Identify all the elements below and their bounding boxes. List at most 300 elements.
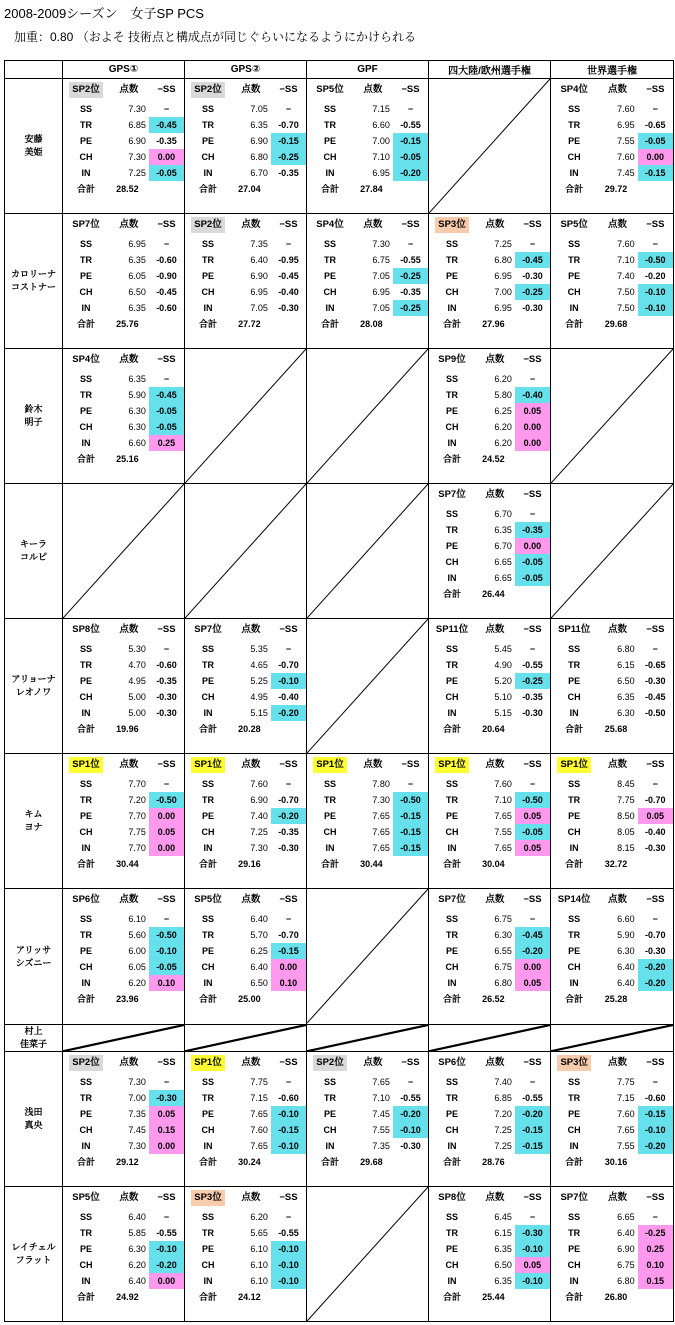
component-label: CH	[201, 827, 215, 838]
component-label: TR	[445, 795, 458, 806]
component-score: 7.50	[617, 303, 635, 314]
total-row	[551, 1289, 673, 1305]
diff-col-label: −SS	[646, 1191, 665, 1203]
event-header-row	[551, 754, 673, 776]
event-cell	[185, 619, 307, 754]
event-header-row	[63, 1052, 184, 1074]
component-score: 6.35	[250, 120, 268, 130]
total-empty	[149, 316, 184, 332]
total-value: 27.84	[360, 184, 383, 194]
score-col-label: 点数	[607, 894, 627, 906]
total-value: 24.92	[116, 1291, 139, 1302]
event-header-row	[429, 484, 550, 506]
component-diff: -0.15	[393, 808, 428, 824]
component-label: TR	[79, 795, 92, 806]
skater-row	[5, 214, 674, 349]
component-row	[185, 943, 306, 959]
blank-event-cell	[63, 484, 185, 619]
component-row	[551, 133, 673, 149]
event-header-row	[307, 214, 428, 236]
total-value: 25.68	[604, 724, 628, 735]
total-row	[307, 181, 428, 197]
diff-col-label: −SS	[157, 1191, 176, 1203]
score-col-label: 点数	[485, 219, 505, 231]
component-score: 5.00	[128, 708, 146, 719]
total-empty	[638, 1289, 673, 1305]
component-diff: -0.20	[638, 959, 673, 975]
component-row	[185, 1241, 306, 1257]
total-value: 27.72	[238, 319, 261, 330]
component-score: 7.10	[372, 152, 390, 162]
component-score: 6.85	[128, 120, 146, 130]
total-label: 合計	[442, 589, 461, 600]
component-diff: −	[652, 1211, 658, 1222]
score-col-label: 点数	[119, 1056, 139, 1068]
score-col-label: 点数	[485, 1191, 505, 1203]
component-score: 5.35	[250, 644, 268, 655]
total-label: 合計	[76, 454, 95, 465]
component-score: 6.30	[617, 946, 635, 957]
component-diff: -0.60	[645, 1092, 666, 1103]
component-diff: 0.05	[149, 824, 184, 840]
event-header-row	[429, 1052, 550, 1074]
component-row	[185, 776, 306, 792]
rank-badge: SP6位	[438, 1056, 466, 1068]
component-score: 7.65	[372, 827, 390, 838]
component-row	[185, 300, 306, 316]
skater-name: 鈴木 明子	[5, 349, 63, 484]
component-label: TR	[79, 930, 92, 941]
component-row	[307, 300, 428, 316]
total-row	[185, 181, 306, 197]
event-subtable	[63, 349, 184, 467]
score-col-label: 点数	[607, 1056, 627, 1068]
component-label: TR	[79, 1092, 92, 1103]
component-label: PE	[445, 406, 458, 417]
event-header-row	[307, 1052, 428, 1074]
component-diff: -0.15	[393, 840, 428, 856]
event-subtable	[63, 754, 184, 872]
component-row	[63, 975, 184, 991]
component-row	[63, 1273, 184, 1289]
component-row	[307, 117, 428, 133]
component-label: SS	[568, 779, 581, 790]
total-value: 28.76	[482, 1156, 505, 1167]
component-label: PE	[445, 271, 458, 282]
component-label: IN	[447, 978, 457, 989]
diagonal-line	[185, 484, 306, 618]
total-label: 合計	[198, 1156, 217, 1167]
component-row	[551, 165, 673, 181]
component-diff: -0.30	[400, 1140, 421, 1151]
component-score: 6.15	[494, 1227, 512, 1238]
component-row	[551, 673, 673, 689]
component-score: 5.65	[250, 1227, 268, 1238]
component-diff: 0.10	[271, 975, 306, 991]
blank-diagonal	[307, 349, 428, 483]
component-diff: 0.05	[515, 1257, 550, 1273]
skater-name: キム ヨナ	[5, 754, 63, 889]
event-header-row	[307, 79, 428, 101]
component-label: TR	[79, 120, 92, 130]
total-value: 30.16	[604, 1156, 628, 1167]
component-score: 6.35	[128, 255, 146, 266]
component-label: SS	[201, 1076, 214, 1087]
score-col-label: 点数	[607, 219, 627, 231]
component-score: 5.00	[128, 692, 146, 703]
component-row	[63, 673, 184, 689]
total-value: 27.96	[482, 319, 505, 330]
score-col-label: 点数	[241, 219, 261, 231]
total-empty	[515, 991, 550, 1007]
component-diff: -0.45	[278, 271, 299, 282]
diff-col-label: −SS	[523, 894, 542, 906]
total-empty	[271, 1154, 306, 1170]
component-diff: -0.10	[271, 1257, 306, 1273]
component-row	[63, 268, 184, 284]
total-label: 合計	[76, 184, 95, 194]
event-header: GPS①	[63, 61, 185, 79]
component-score: 6.55	[494, 946, 512, 957]
component-row	[429, 371, 550, 387]
total-empty	[515, 451, 550, 467]
component-label: CH	[79, 1124, 93, 1135]
component-row	[185, 808, 306, 824]
rank-cell	[307, 754, 353, 776]
total-label: 合計	[565, 1156, 584, 1167]
component-score: 7.10	[617, 255, 635, 266]
total-label: 合計	[198, 994, 217, 1005]
rank-cell	[185, 619, 231, 641]
component-diff: −	[652, 914, 658, 925]
component-label: SS	[323, 1076, 336, 1087]
component-label: CH	[567, 152, 581, 162]
component-score: 5.80	[494, 390, 512, 401]
component-row	[63, 1225, 184, 1241]
component-score: 7.40	[494, 1076, 512, 1087]
component-score: 6.90	[128, 136, 146, 146]
diff-col-label: −SS	[523, 219, 542, 231]
component-diff: 0.00	[149, 808, 184, 824]
component-label: IN	[203, 843, 213, 854]
component-diff: -0.40	[515, 387, 550, 403]
component-diff: -0.70	[278, 795, 299, 806]
total-value: 25.16	[116, 454, 139, 465]
component-score: 6.95	[372, 287, 390, 298]
event-subtable	[551, 889, 673, 1007]
total-empty	[149, 991, 184, 1007]
rank-badge: SP7位	[194, 624, 222, 636]
component-label: SS	[79, 1211, 92, 1222]
component-score: 7.50	[617, 287, 635, 298]
component-row	[429, 419, 550, 435]
component-diff: -0.10	[271, 1138, 306, 1154]
component-score: 8.45	[617, 779, 635, 790]
rank-badge: SP1位	[69, 757, 102, 773]
component-diff: -0.45	[645, 692, 666, 703]
component-score: 7.20	[494, 1108, 512, 1119]
component-label: IN	[447, 1140, 457, 1151]
score-col-label: 点数	[485, 624, 505, 636]
total-label: 合計	[76, 859, 95, 870]
component-row	[63, 387, 184, 403]
total-value: 25.44	[482, 1291, 505, 1302]
event-header: GPF	[307, 61, 429, 79]
rank-cell	[429, 1187, 475, 1209]
component-label: IN	[325, 1140, 335, 1151]
component-diff: 0.00	[149, 1138, 184, 1154]
blank-diagonal	[185, 1025, 306, 1051]
blank-diagonal	[551, 349, 673, 483]
component-diff: -0.05	[515, 570, 550, 586]
component-label: SS	[79, 914, 92, 925]
component-row	[429, 657, 550, 673]
component-row	[307, 776, 428, 792]
component-label: TR	[323, 795, 336, 806]
component-score: 6.50	[617, 676, 635, 687]
diff-col-label: −SS	[646, 894, 665, 906]
component-score: 7.65	[617, 1124, 635, 1135]
component-diff: -0.15	[638, 165, 673, 181]
rank-cell	[185, 214, 231, 236]
event-subtable	[307, 1052, 428, 1170]
component-diff: −	[285, 1076, 292, 1087]
component-label: TR	[445, 660, 458, 671]
total-empty	[149, 1154, 184, 1170]
component-score: 7.25	[128, 168, 146, 178]
score-col-label: 点数	[241, 1191, 261, 1203]
component-row	[429, 705, 550, 721]
skater-name: カロリーナ コストナー	[5, 214, 63, 349]
total-label: 合計	[565, 859, 584, 870]
component-row	[429, 776, 550, 792]
component-diff: −	[652, 779, 658, 790]
component-label: CH	[79, 152, 93, 162]
component-row	[429, 268, 550, 284]
component-row	[551, 1257, 673, 1273]
score-col-label: 点数	[241, 894, 261, 906]
total-row	[551, 856, 673, 872]
component-label: PE	[445, 1108, 458, 1119]
component-score: 6.90	[250, 136, 268, 146]
component-row	[63, 300, 184, 316]
component-row	[63, 419, 184, 435]
component-score: 6.40	[250, 255, 268, 266]
component-diff: −	[652, 239, 658, 250]
blank-event-cell	[307, 1024, 429, 1051]
component-label: PE	[201, 811, 214, 822]
rank-cell	[429, 754, 475, 776]
blank-diagonal	[307, 484, 428, 618]
total-label: 合計	[198, 724, 217, 735]
component-diff: −	[163, 779, 170, 790]
component-score: 6.30	[128, 1243, 146, 1254]
component-row	[63, 824, 184, 840]
component-diff: 0.25	[638, 1241, 673, 1257]
component-label: SS	[201, 779, 214, 790]
total-row	[551, 316, 673, 332]
rank-cell	[63, 889, 109, 911]
component-label: TR	[201, 1227, 214, 1238]
component-diff: -0.25	[515, 673, 550, 689]
component-row	[307, 840, 428, 856]
component-label: PE	[79, 1108, 92, 1119]
score-col-label: 点数	[485, 354, 505, 366]
total-row	[63, 451, 184, 467]
component-label: CH	[567, 827, 581, 838]
diff-col-label: −SS	[523, 624, 542, 636]
component-row	[551, 1225, 673, 1241]
component-diff: -0.65	[645, 660, 666, 671]
skater-name: アリッサ シズニー	[5, 889, 63, 1024]
rank-badge: SP5位	[72, 1191, 100, 1203]
event-header: 四大陸/欧州選手権	[429, 61, 551, 79]
component-diff: 0.25	[149, 435, 184, 451]
component-row	[307, 284, 428, 300]
score-col-label: 点数	[485, 759, 505, 771]
event-cell	[185, 889, 307, 1024]
component-score: 6.10	[128, 914, 146, 925]
component-diff: -0.50	[393, 792, 428, 808]
component-row	[307, 236, 428, 252]
event-header-row	[63, 349, 184, 371]
component-label: PE	[568, 271, 581, 282]
component-label: IN	[203, 1140, 213, 1151]
diff-col-label: −SS	[401, 219, 420, 231]
component-label: PE	[568, 676, 581, 687]
component-score: 6.35	[617, 692, 635, 703]
component-diff: -0.20	[271, 808, 306, 824]
component-label: PE	[201, 1108, 214, 1119]
blank-event-cell	[185, 349, 307, 484]
component-row	[185, 657, 306, 673]
component-score: 6.80	[494, 978, 512, 989]
score-col-label: 点数	[119, 624, 139, 636]
component-score: 6.25	[494, 406, 512, 417]
component-diff: -0.20	[393, 1106, 428, 1122]
component-label: IN	[203, 708, 213, 719]
total-empty	[515, 721, 550, 737]
blank-diagonal	[307, 1187, 428, 1321]
component-label: SS	[323, 779, 336, 790]
total-row	[551, 1154, 673, 1170]
component-score: 6.30	[494, 930, 512, 941]
total-empty	[515, 1154, 550, 1170]
event-subtable	[63, 1052, 184, 1170]
component-row	[551, 840, 673, 856]
component-label: SS	[445, 1076, 458, 1087]
component-diff: -0.05	[149, 165, 184, 181]
component-score: 6.40	[128, 1275, 146, 1286]
component-diff: -0.20	[638, 1138, 673, 1154]
component-label: IN	[81, 438, 91, 449]
component-score: 7.75	[128, 827, 146, 838]
event-header-row	[429, 889, 550, 911]
component-diff: −	[285, 914, 292, 925]
component-label: TR	[445, 930, 458, 941]
component-row	[551, 1241, 673, 1257]
page-title: 2008-2009シーズン 女子SP PCS	[4, 6, 204, 21]
component-row	[551, 808, 673, 824]
component-row	[551, 252, 673, 268]
component-row	[307, 1138, 428, 1154]
component-label: PE	[445, 811, 458, 822]
component-row	[307, 133, 428, 149]
component-diff: -0.55	[522, 1092, 543, 1103]
component-diff: -0.25	[393, 268, 428, 284]
total-value: 24.52	[482, 454, 505, 465]
component-score: 6.65	[494, 557, 512, 568]
component-diff: −	[652, 644, 658, 655]
total-value: 29.12	[116, 1156, 139, 1167]
component-score: 7.45	[128, 1124, 146, 1135]
component-score: 6.05	[128, 962, 146, 973]
total-empty	[515, 1289, 550, 1305]
component-label: TR	[323, 120, 336, 130]
page-subtitle: 加重：0.80 （およそ 技術点と構成点が同じぐらいになるようにかけられる	[14, 30, 417, 44]
rank-badge: SP2位	[191, 82, 224, 98]
total-value: 29.16	[238, 859, 261, 870]
diff-col-label: −SS	[279, 624, 298, 636]
diagonal-line	[307, 1187, 428, 1321]
component-score: 7.60	[617, 239, 635, 250]
component-label: IN	[447, 303, 457, 314]
component-label: TR	[568, 930, 581, 941]
component-score: 4.95	[128, 676, 146, 687]
event-subtable	[551, 79, 673, 197]
component-label: CH	[323, 152, 337, 162]
component-label: PE	[79, 946, 92, 957]
component-score: 5.45	[494, 644, 512, 655]
component-diff: -0.45	[149, 117, 184, 133]
component-label: PE	[568, 1243, 581, 1254]
component-row	[429, 1225, 550, 1241]
event-header-row	[63, 889, 184, 911]
blank-event-cell	[307, 484, 429, 619]
component-row	[307, 792, 428, 808]
component-score: 7.55	[617, 136, 635, 146]
component-score: 7.40	[617, 271, 635, 282]
component-label: IN	[325, 303, 335, 314]
total-empty	[149, 721, 184, 737]
component-diff: -0.55	[278, 1227, 299, 1238]
component-label: SS	[445, 914, 458, 925]
event-cell	[63, 79, 185, 214]
total-row	[429, 1289, 550, 1305]
component-score: 6.00	[128, 946, 146, 957]
event-subtable	[551, 619, 673, 737]
component-label: IN	[447, 1275, 457, 1286]
diff-col-label: −SS	[279, 219, 298, 231]
rank-cell	[429, 214, 475, 236]
component-label: SS	[79, 374, 92, 385]
event-subtable	[551, 754, 673, 872]
component-diff: -0.70	[278, 120, 299, 130]
component-score: 6.35	[494, 1275, 512, 1286]
component-label: PE	[445, 676, 458, 687]
component-row	[551, 959, 673, 975]
component-label: CH	[323, 287, 337, 298]
component-score: 7.65	[494, 843, 512, 854]
diff-col-label: −SS	[646, 84, 665, 95]
component-score: 7.10	[494, 795, 512, 806]
event-header-row	[185, 1187, 306, 1209]
component-label: CH	[323, 827, 337, 838]
component-label: IN	[81, 978, 91, 989]
total-value: 24.12	[238, 1291, 261, 1302]
component-row	[185, 927, 306, 943]
component-diff: -0.10	[149, 1241, 184, 1257]
